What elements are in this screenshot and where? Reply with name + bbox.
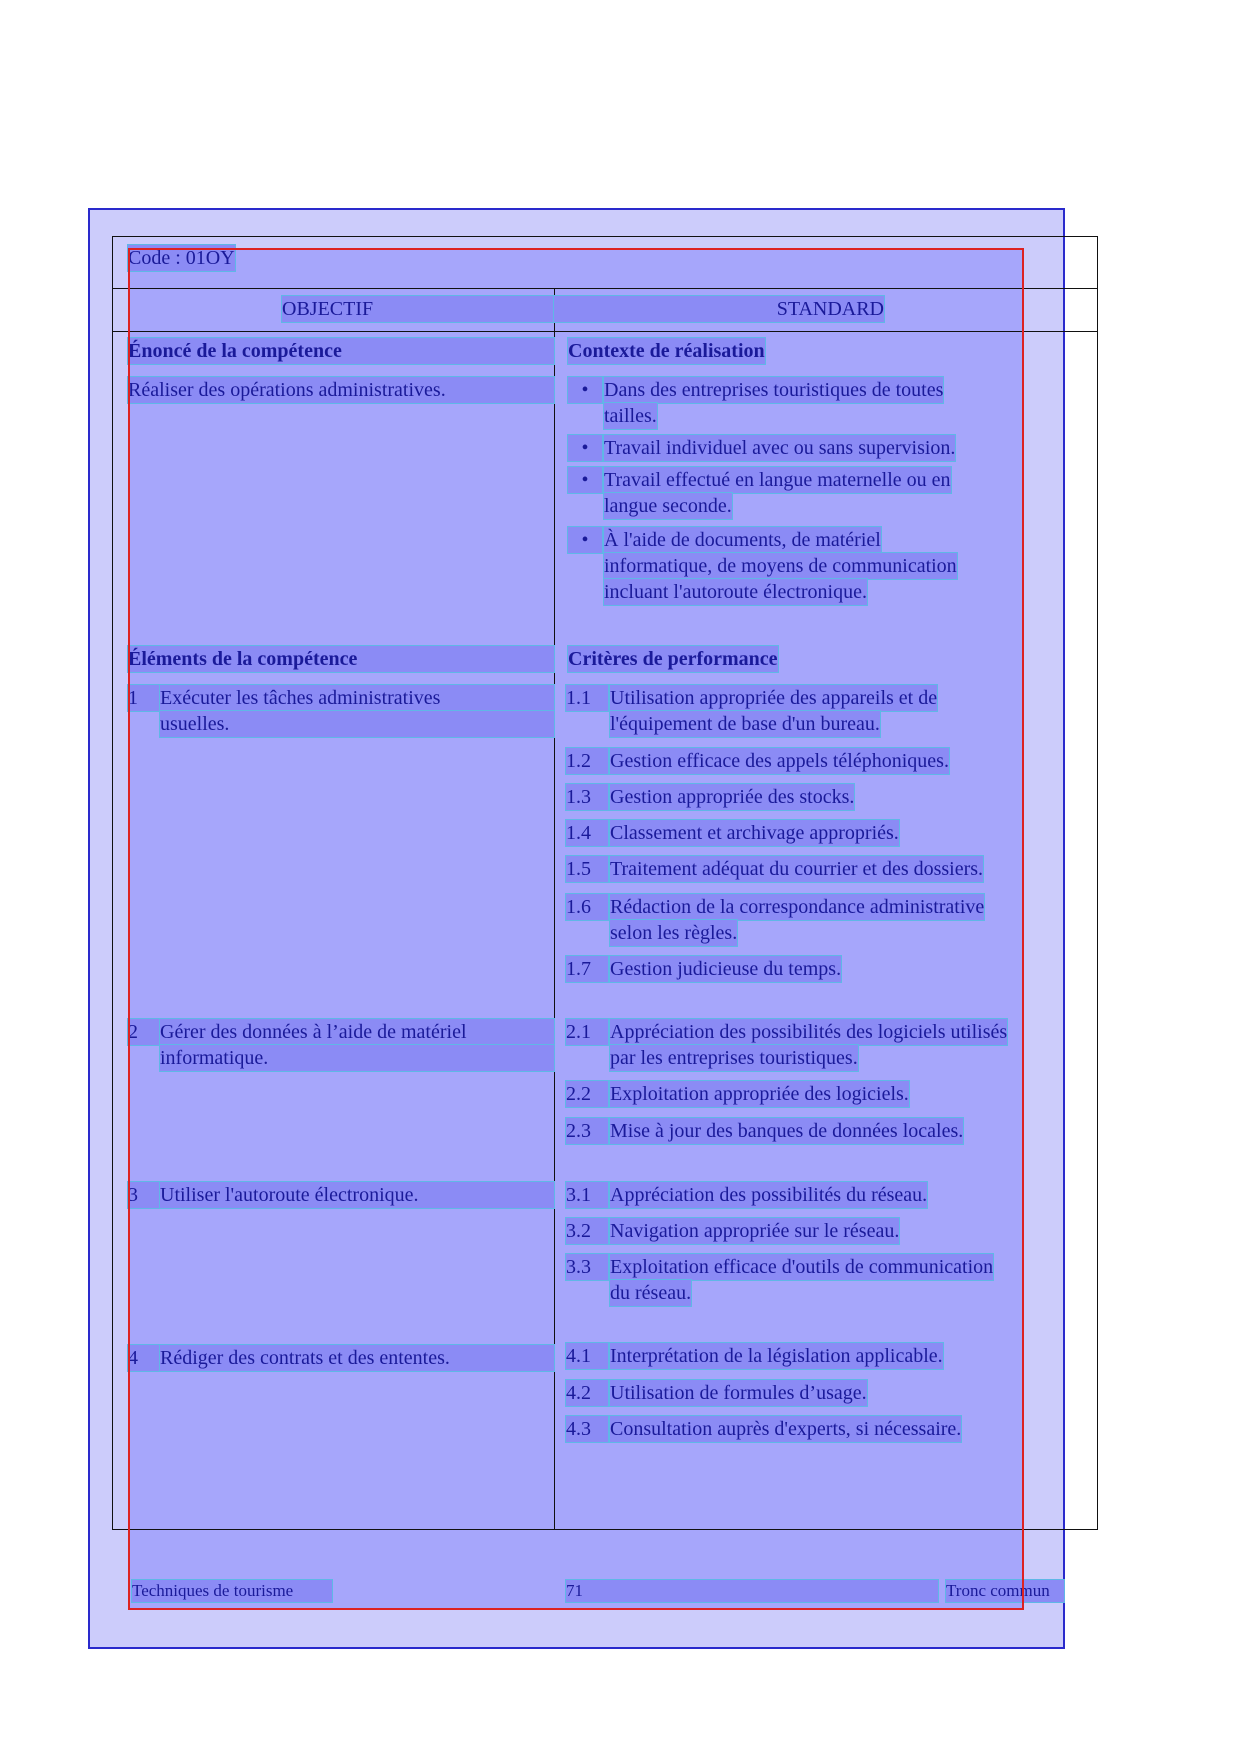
footer-page-number: 71 [566, 1580, 938, 1602]
critere-number: 1.3 [566, 784, 608, 810]
critere-text: Navigation appropriée sur le réseau. [610, 1220, 900, 1242]
code-label: Code : 01OY [128, 247, 235, 269]
critere-text: du réseau. [610, 1282, 692, 1304]
element-number: 3 [128, 1182, 160, 1208]
elements-title: Éléments de la compétence [128, 646, 554, 672]
critere-text: Gestion appropriée des stocks. [610, 786, 855, 808]
critere-text: Appréciation des possibilités des logiciels utilisés [610, 1021, 1008, 1043]
critere-text: Consultation auprès d'experts, si nécessaire. [610, 1418, 962, 1440]
critere-text: Utilisation de formules d’usage. [610, 1382, 867, 1404]
enonce-text: Réaliser des opérations administratives. [128, 377, 554, 403]
critere-number: 4.1 [566, 1343, 608, 1369]
contexte-item-text: incluant l'autoroute électronique. [604, 581, 867, 603]
element-text: informatique. [160, 1045, 554, 1071]
critere-text: l'équipement de base d'un bureau. [610, 713, 880, 735]
critere-number: 4.3 [566, 1416, 608, 1442]
element-text: Utiliser l'autoroute électronique. [160, 1182, 554, 1208]
element-number: 4 [128, 1345, 160, 1371]
contexte-item-text: Travail effectué en langue maternelle ou en [604, 469, 951, 491]
contexte-item-text: langue seconde. [604, 495, 732, 517]
critere-number: 2.3 [566, 1118, 608, 1144]
criteres-title: Critères de performance [568, 648, 778, 670]
standard-header: STANDARD [554, 296, 884, 322]
critere-number: 1.4 [566, 820, 608, 846]
element-text: Gérer des données à l’aide de matériel [160, 1019, 554, 1045]
contexte-item-text: À l'aide de documents, de matériel [604, 529, 881, 551]
critere-text: Traitement adéquat du courrier et des dossiers. [610, 858, 984, 880]
critere-text: Gestion judicieuse du temps. [610, 958, 842, 980]
enonce-title: Énoncé de la compétence [128, 338, 554, 364]
critere-text: Exploitation appropriée des logiciels. [610, 1083, 909, 1105]
critere-text: Interprétation de la législation applicable. [610, 1345, 943, 1367]
footer-left: Techniques de tourisme [132, 1580, 332, 1602]
critere-text: selon les règles. [610, 922, 738, 944]
critere-number: 1.7 [566, 956, 608, 982]
element-number: 2 [128, 1019, 160, 1045]
bullet-icon: • [568, 467, 602, 493]
footer-right: Tronc commun [946, 1580, 1064, 1602]
critere-text: Exploitation efficace d'outils de communication [610, 1256, 994, 1278]
critere-text: Gestion efficace des appels téléphoniques. [610, 750, 949, 772]
element-number: 1 [128, 685, 160, 711]
critere-number: 3.3 [566, 1254, 608, 1280]
bullet-icon: • [568, 377, 602, 403]
critere-text: Mise à jour des banques de données locales. [610, 1120, 964, 1142]
critere-text: Appréciation des possibilités du réseau. [610, 1184, 928, 1206]
objectif-header: OBJECTIF [282, 296, 554, 322]
critere-text: par les entreprises touristiques. [610, 1047, 858, 1069]
element-text: usuelles. [160, 711, 554, 737]
critere-text: Rédaction de la correspondance administrative [610, 896, 985, 918]
critere-text: Utilisation appropriée des appareils et de [610, 687, 938, 709]
bullet-icon: • [568, 435, 602, 461]
critere-number: 3.1 [566, 1182, 608, 1208]
contexte-title: Contexte de réalisation [568, 340, 765, 362]
contexte-item-text: tailles. [604, 405, 657, 427]
element-text: Rédiger des contrats et des ententes. [160, 1345, 554, 1371]
critere-number: 1.2 [566, 748, 608, 774]
critere-text: Classement et archivage appropriés. [610, 822, 899, 844]
selection-frame [128, 248, 1024, 1610]
critere-number: 1.1 [566, 685, 608, 711]
critere-number: 1.6 [566, 894, 608, 920]
element-text: Exécuter les tâches administratives [160, 685, 554, 711]
critere-number: 1.5 [566, 856, 608, 882]
critere-number: 3.2 [566, 1218, 608, 1244]
contexte-item-text: informatique, de moyens de communication [604, 555, 957, 577]
bullet-icon: • [568, 527, 602, 553]
critere-number: 2.2 [566, 1081, 608, 1107]
contexte-item-text: Travail individuel avec ou sans supervision. [604, 437, 956, 459]
critere-number: 4.2 [566, 1380, 608, 1406]
contexte-item-text: Dans des entreprises touristiques de toutes [604, 379, 944, 401]
critere-number: 2.1 [566, 1019, 608, 1045]
